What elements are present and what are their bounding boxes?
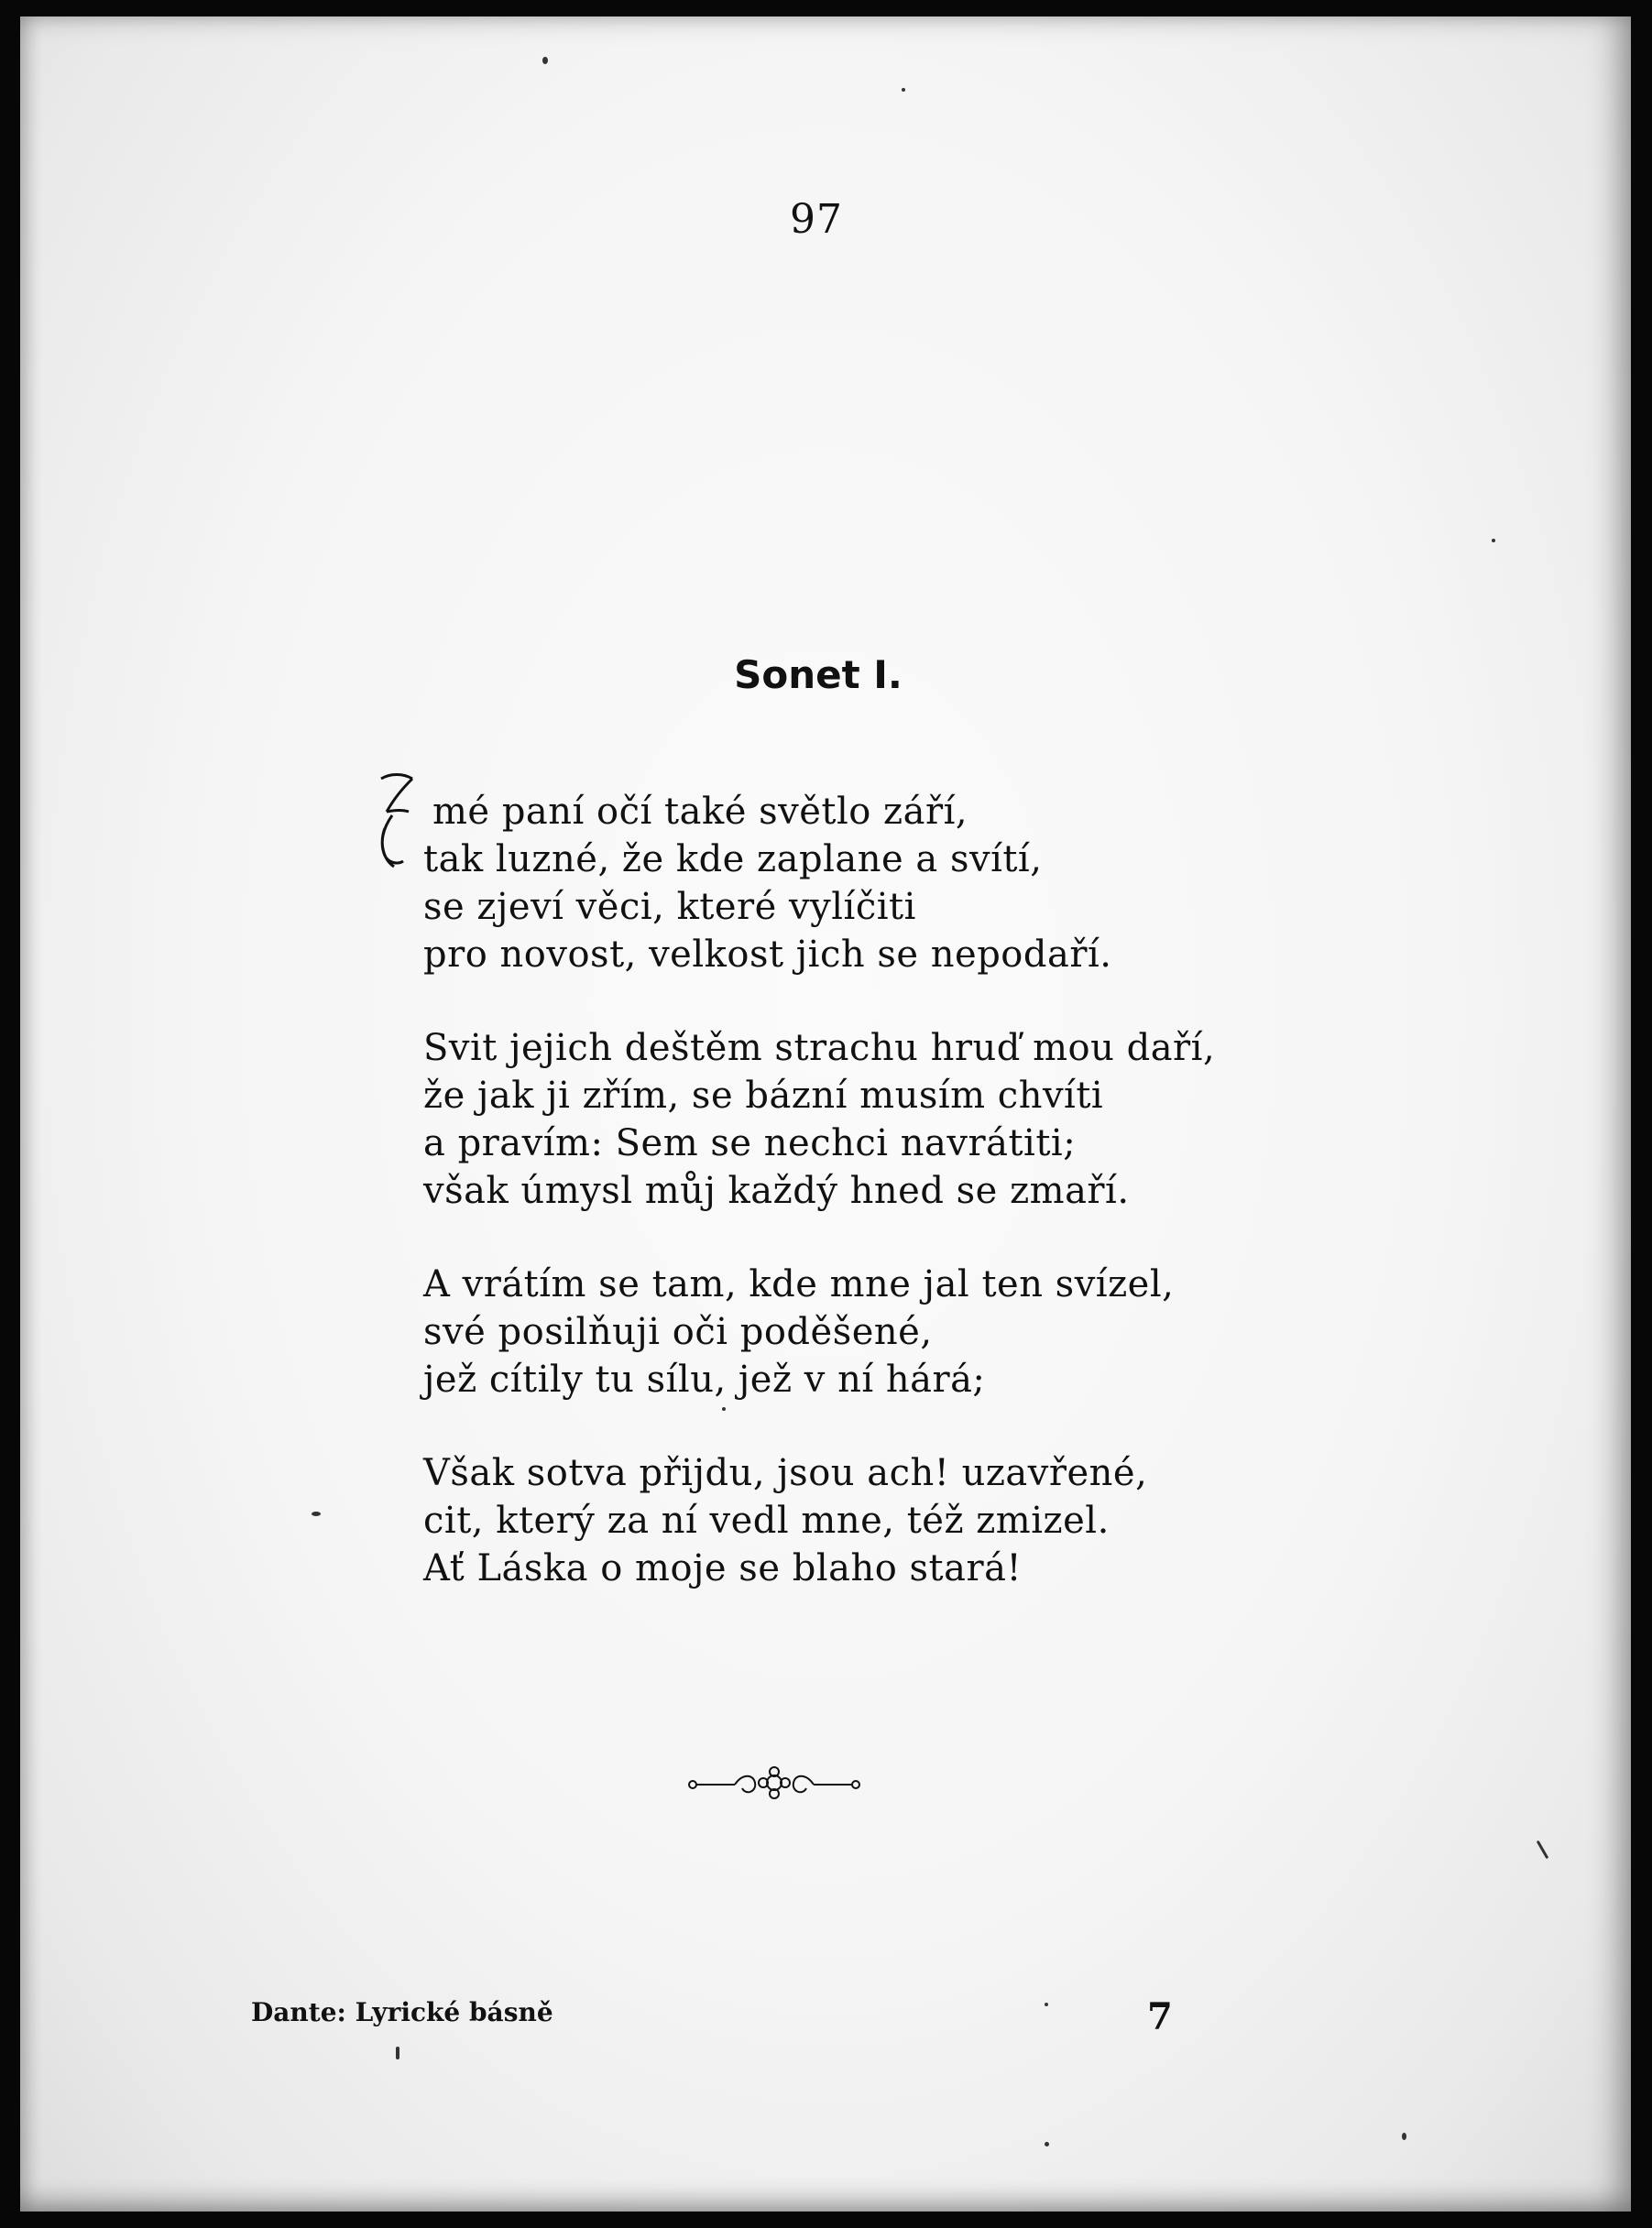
verse-line: a pravím: Sem se nechci navrátiti; (423, 1122, 1077, 1164)
stanza-1 (423, 788, 1340, 978)
scan-speck (312, 1512, 321, 1516)
verse-line: Ať Láska o moje se blaho stará! (423, 1547, 1023, 1589)
poem-body (423, 788, 1340, 1638)
verse-line: cit, který za ní vedl mne, též zmizel. (423, 1500, 1110, 1542)
scan-speck (542, 57, 548, 64)
scan-speck (1045, 2142, 1049, 2146)
scan-speck (902, 88, 905, 92)
ornament-divider-icon (687, 1764, 861, 1801)
scan-speck (1402, 2133, 1406, 2140)
scan-speck (1537, 1840, 1549, 1860)
verse-line: A vrátím se tam, kde mne jal ten svízel, (423, 1263, 1175, 1305)
verse-line: se zjeví věci, které vylíčiti (423, 886, 916, 928)
verse-line: že jak ji zřím, se bázní musím chvíti (423, 1075, 1104, 1117)
verse-line: své posilňuji oči poděšené, (423, 1311, 933, 1353)
stanza-3 (423, 1261, 1340, 1403)
verse-line: mé paní očí také světlo září, (432, 791, 968, 833)
verse-line: jež cítily tu sílu, jež v ní hárá; (423, 1359, 986, 1401)
verse-line: pro novost, velkost jich se nepodaří. (423, 934, 1112, 976)
initial-row (423, 788, 1340, 836)
scan-speck (396, 2047, 399, 2059)
page-number: 97 (790, 196, 843, 243)
verse-line: tak luzné, že kde zaplane a svítí, (423, 838, 1043, 880)
scan-speck (1045, 2003, 1048, 2006)
verse-line: Však sotva přijdu, jsou ach! uzavřené, (423, 1452, 1148, 1494)
book-page (20, 16, 1631, 2212)
stanza-4 (423, 1449, 1340, 1592)
stanza-2 (423, 1024, 1340, 1215)
poem-title: Sonet I. (734, 652, 903, 697)
scan-speck (722, 1407, 726, 1411)
verse-line: Svit jejich deštěm strachu hruď mou daří, (423, 1027, 1216, 1069)
signature-mark: 7 (1147, 1995, 1173, 2038)
verse-line: však úmysl můj každý hned se zmaří. (423, 1170, 1130, 1212)
footer-signature: Dante: Lyrické básně (251, 1997, 553, 2027)
drop-initial-z (376, 771, 427, 879)
scan-speck (1492, 539, 1495, 542)
